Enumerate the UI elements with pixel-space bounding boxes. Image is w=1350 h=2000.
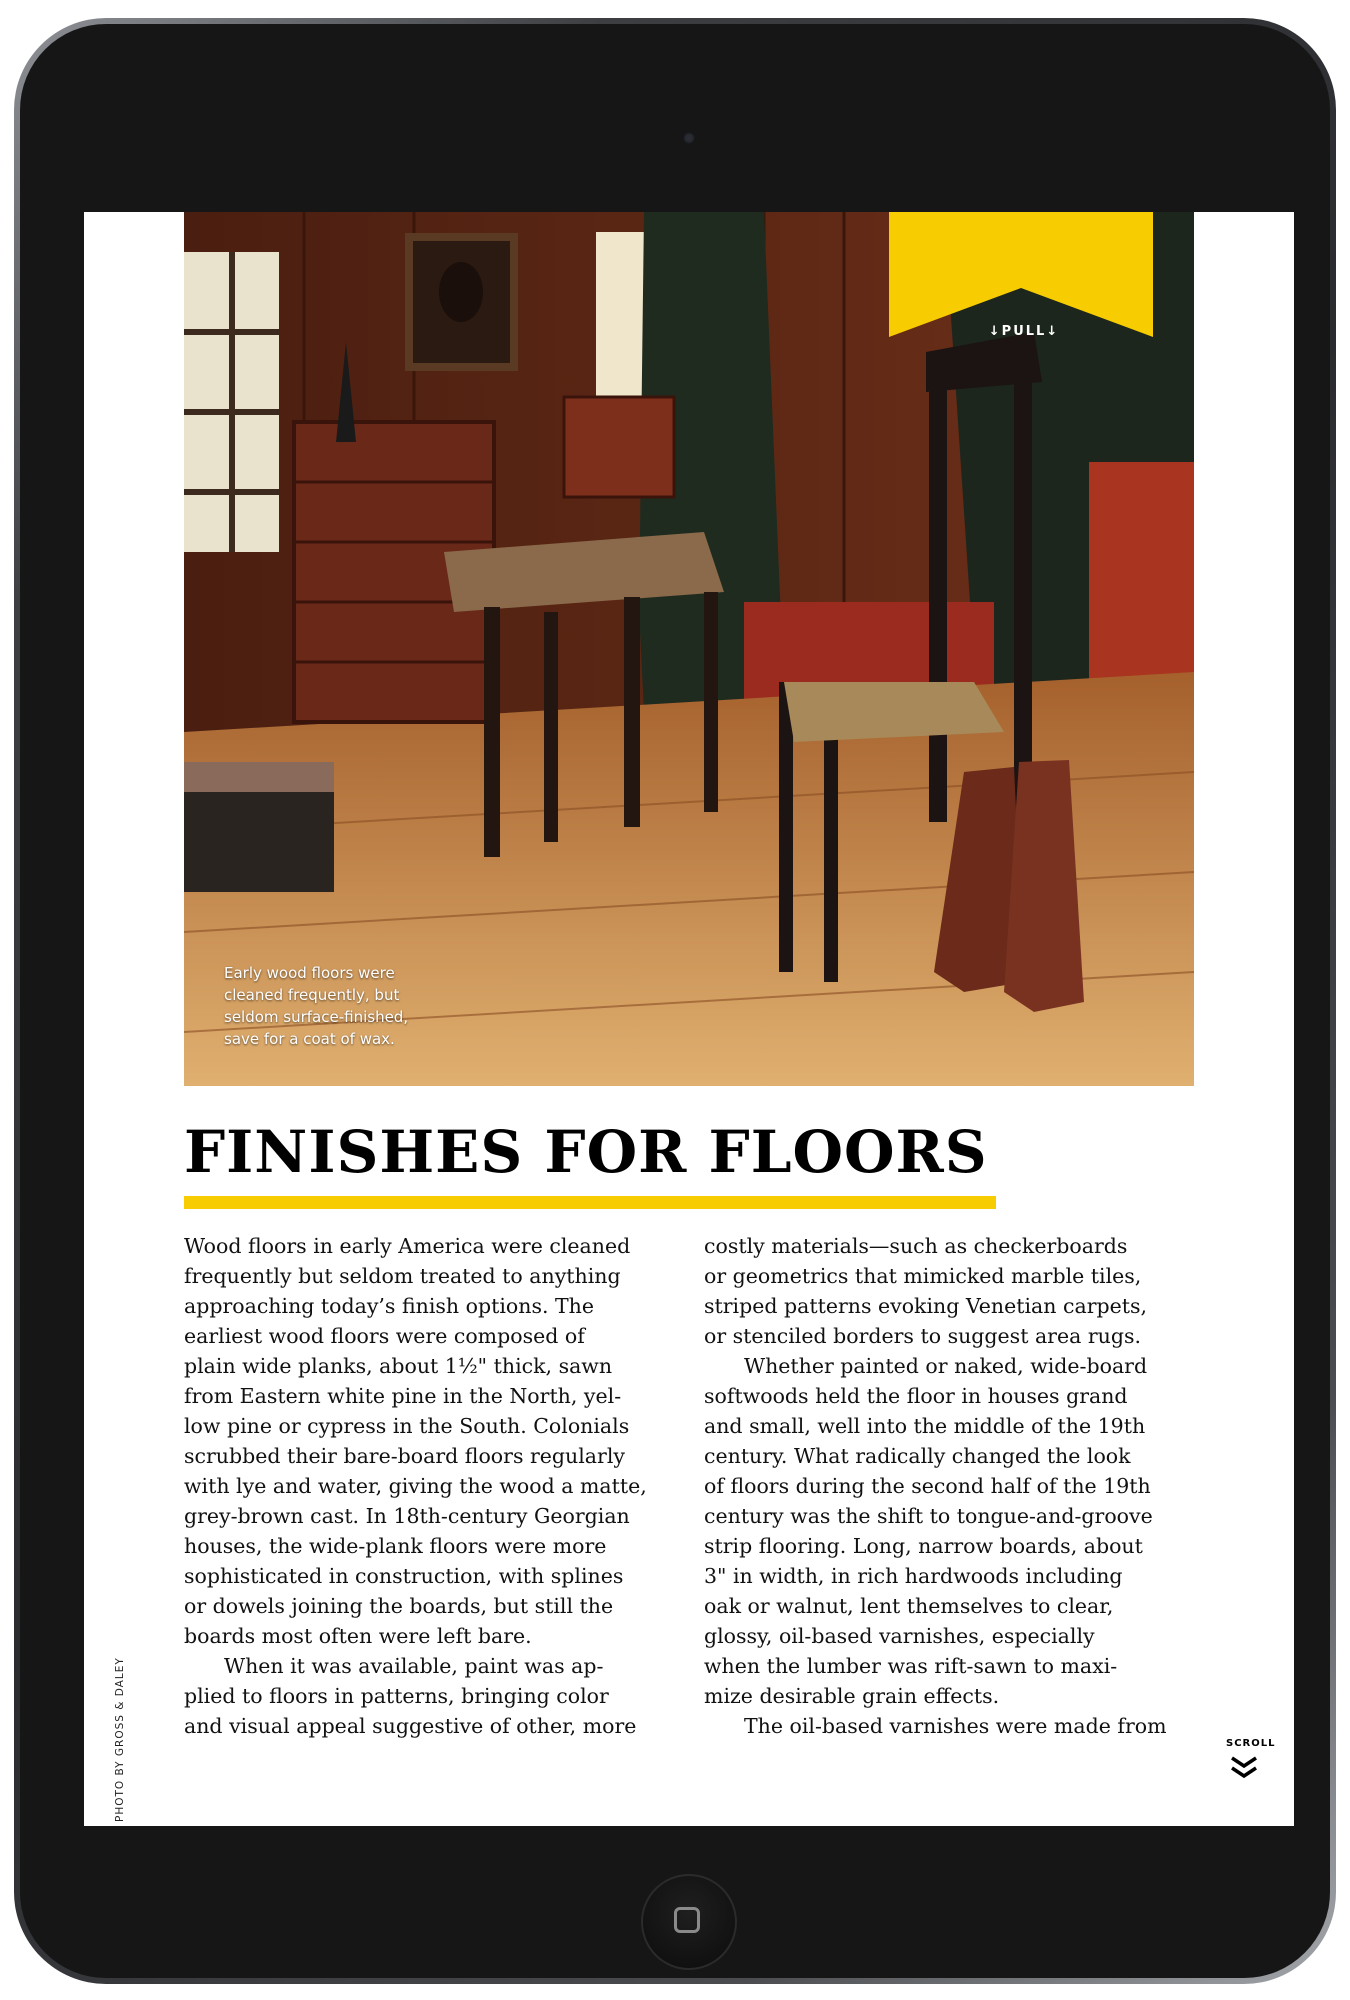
body-line: low pine or cypress in the South. Colonials — [184, 1414, 630, 1438]
body-line: and visual appeal suggestive of other, more — [184, 1714, 637, 1738]
home-square-icon — [674, 1907, 700, 1933]
body-line: softwoods held the floor in houses grand — [704, 1384, 1128, 1408]
body-line: century. What radically changed the look — [704, 1444, 1131, 1468]
body-line: When it was available, paint was ap- — [224, 1654, 604, 1678]
body-line: and small, well into the middle of the 19th — [704, 1414, 1146, 1438]
body-line: glossy, oil-based varnishes, especially — [704, 1624, 1095, 1648]
caption-line: cleaned frequently, but — [224, 986, 400, 1004]
caption-line: Early wood floors were — [224, 964, 395, 982]
photo-caption — [224, 962, 464, 1050]
body-line: plied to floors in patterns, bringing color — [184, 1684, 609, 1708]
body-column-left — [184, 1231, 674, 1741]
home-button[interactable] — [641, 1874, 737, 1970]
body-line: approaching today’s finish options. The — [184, 1294, 595, 1318]
pull-label[interactable]: ↓PULL↓ — [988, 324, 1060, 339]
body-line: plain wide planks, about 1½" thick, sawn — [184, 1354, 613, 1378]
body-line: or stenciled borders to suggest area rugs. — [704, 1324, 1141, 1348]
title-underline — [184, 1196, 996, 1209]
body-line: strip flooring. Long, narrow boards, about — [704, 1534, 1143, 1558]
caption-line: seldom surface-finished, — [224, 1008, 409, 1026]
screen — [84, 212, 1294, 1826]
body-line: striped patterns evoking Venetian carpets, — [704, 1294, 1148, 1318]
body-line: boards most often were left bare. — [184, 1624, 532, 1648]
body-line: costly materials—such as checkerboards — [704, 1234, 1128, 1258]
body-line: The oil-based varnishes were made from — [744, 1714, 1167, 1738]
double-chevron-down-icon[interactable] — [1227, 1754, 1261, 1780]
body-line: Wood floors in early America were cleaned — [184, 1234, 631, 1258]
body-column-right — [704, 1231, 1194, 1741]
body-line: mize desirable grain effects. — [704, 1684, 1000, 1708]
body-line: Whether painted or naked, wide-board — [744, 1354, 1148, 1378]
body-line: houses, the wide-plank floors were more — [184, 1534, 607, 1558]
interior-scene-illustration — [184, 212, 1194, 1086]
body-line: or dowels joining the boards, but still the — [184, 1594, 614, 1618]
article-photo — [184, 212, 1194, 1086]
body-line: of floors during the second half of the 19th — [704, 1474, 1151, 1498]
pull-ribbon[interactable] — [889, 212, 1153, 337]
body-line: sophisticated in construction, with splines — [184, 1564, 624, 1588]
body-line: century was the shift to tongue-and-groove — [704, 1504, 1153, 1528]
body-line: when the lumber was rift-sawn to maxi- — [704, 1654, 1118, 1678]
body-line: 3" in width, in rich hardwoods including — [704, 1564, 1123, 1588]
body-line: grey-brown cast. In 18th-century Georgian — [184, 1504, 630, 1528]
scroll-label[interactable]: SCROLL — [1226, 1738, 1276, 1749]
caption-line: save for a coat of wax. — [224, 1030, 395, 1048]
body-line: or geometrics that mimicked marble tiles, — [704, 1264, 1142, 1288]
body-line: frequently but seldom treated to anything — [184, 1264, 621, 1288]
photo-credit: PHOTO BY GROSS & DALEY — [114, 1657, 126, 1822]
front-camera — [683, 132, 695, 144]
body-line: from Eastern white pine in the North, yel- — [184, 1384, 622, 1408]
body-line: with lye and water, giving the wood a matte, — [184, 1474, 647, 1498]
tablet-device — [14, 18, 1336, 1984]
body-line: oak or walnut, lent themselves to clear, — [704, 1594, 1114, 1618]
article-title: FINISHES FOR FLOORS — [184, 1118, 988, 1186]
body-line: earliest wood floors were composed of — [184, 1324, 585, 1348]
body-line: scrubbed their bare-board floors regularly — [184, 1444, 625, 1468]
